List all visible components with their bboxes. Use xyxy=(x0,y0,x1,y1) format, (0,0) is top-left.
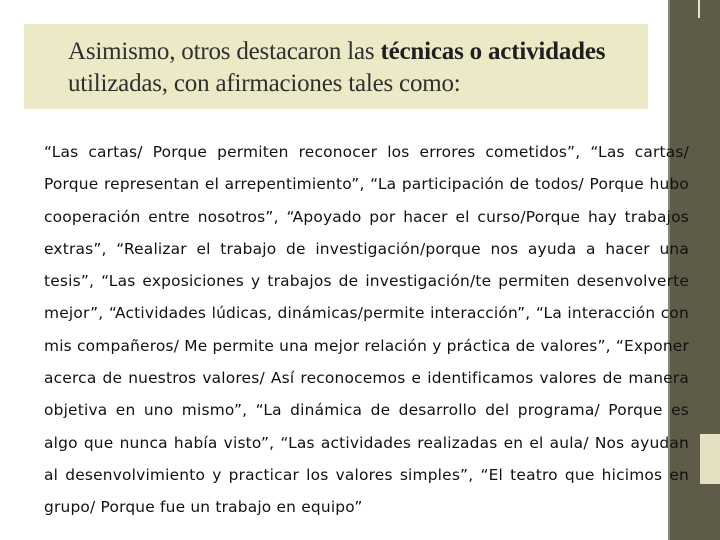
right-accent-block xyxy=(700,434,720,484)
quotes-paragraph: “Las cartas/ Porque permiten reconocer los errores cometidos”, “Las cartas/ Porque representan el arrepentimiento”, “La participación de todos/ Porque hubo cooperación entre nosotros”, “Apoyado por hacer el curso/Porque hay trabajos extras”, “Realizar el trabajo de investigación/porque nos ayuda a hacer una tesis”, “Las exposiciones y trabajos de investigación/te permiten desenvolverte mejor”, “Actividades lúdicas, dinámicas/permite interacción”, “La interacción con mis compañeros/ Me permite una mejor relación y práctica de valores”, “Exponer acerca de nuestros valores/ Así reconocemos e identificamos valores de manera objetiva en uno mismo”, “La dinámica de desarrollo del programa/ Porque es algo que nunca había visto”, “Las actividades realizadas en el aula/ Nos ayudan al desenvolvimiento y practicar los valores simples”, “El teatro que hicimos en grupo/ Porque fue un trabajo en equipo” xyxy=(44,143,689,517)
title-part-1: Asimismo, otros destacaron las xyxy=(68,38,381,65)
right-accent-top xyxy=(698,0,700,18)
title-emphasis: técnicas o actividades xyxy=(380,38,606,65)
slide-title xyxy=(68,36,658,100)
title-part-2: utilizadas, con afirmaciones tales como: xyxy=(68,70,461,97)
